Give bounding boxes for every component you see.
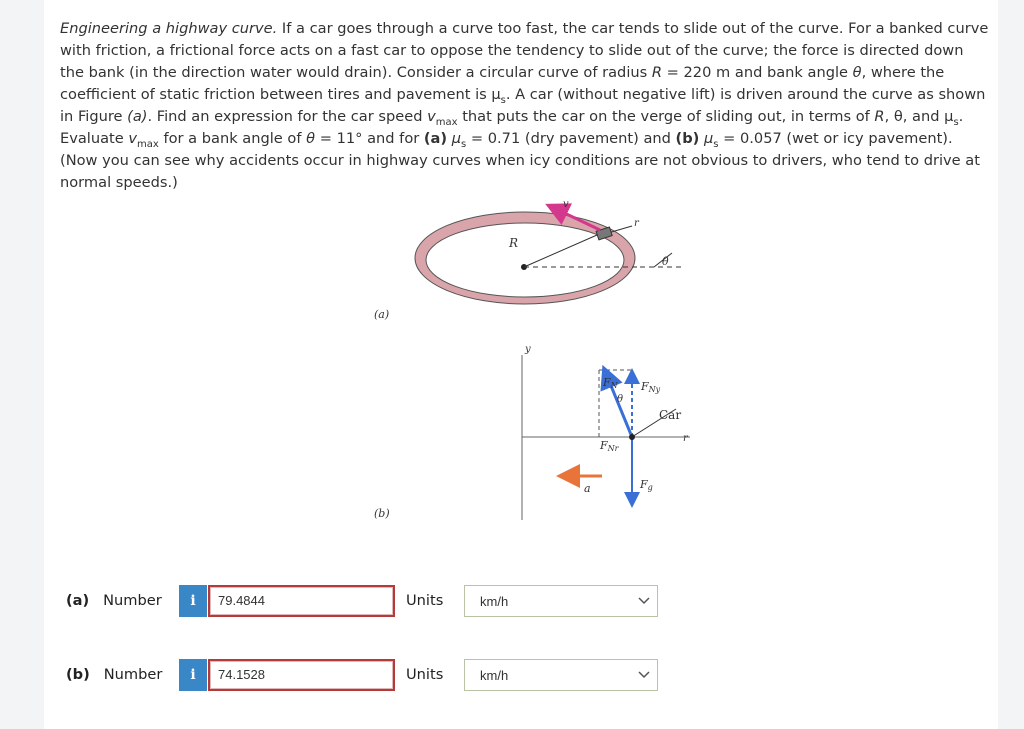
physics-figure (44, 0, 998, 560)
answer-row-a (66, 585, 686, 619)
problem-statement: Engineering a highway curve. If a car goes through a curve too fast, the car tends to slide out of the curve. For a banked curve with friction, a frictional force acts on a fast car to oppose the tendency to slide out of the curve; the force is directed down the bank (in the direction water would drain). Consider a circular curve of radius R = 220 m and bank angle θ, where the coefficient of static friction between tires and pavement is $\mu_s$. A car (without negative lift) is driven around the curve as shown in Figure (a). Find an expression for the car speed $v_{max}$ that puts the car on the verge of sliding out, in terms of R, θ, and $\mu_s$. Evaluate $v_{max}$ for a bank angle of θ = 11° and for (a) $\mu_s = 0.71$ (dry pavement) and (b) $\mu_s = 0.057$ (wet or icy pavement). (Now you can see why accidents occur in highway curves when icy conditions are not obvious to drivers, who tend to drive at normal speeds.) (60, 20, 989, 191)
radius-label: R (509, 236, 519, 250)
units-label: Units (406, 666, 444, 683)
normal-force-r-label: FNr (600, 439, 619, 453)
part-b-label: (b) Number (66, 666, 163, 683)
problem-title: Engineering a highway curve. (60, 20, 278, 37)
units-a-select[interactable] (464, 585, 658, 617)
units-label: Units (406, 592, 444, 609)
answer-b-input[interactable] (208, 659, 395, 691)
units-b-select[interactable] (464, 659, 658, 691)
info-icon[interactable]: i (179, 659, 207, 691)
figure-b-label: (b) (374, 507, 390, 520)
fbd-theta-label: θ (617, 394, 624, 405)
info-icon[interactable]: i (179, 585, 207, 617)
normal-force-label: FN (603, 376, 618, 390)
y-axis-label: y (525, 344, 531, 355)
figure-a-ring (415, 209, 684, 304)
normal-force-y-label: FNy (641, 380, 661, 394)
part-a-label: (a) Number (66, 592, 162, 609)
units-b-value: km/h (480, 668, 509, 683)
chevron-down-icon (637, 667, 651, 681)
car-label: Car (659, 408, 682, 422)
r-axis-label-a: r (634, 218, 639, 229)
answer-row-b (66, 659, 686, 693)
question-card (44, 0, 998, 729)
bank-angle-label: θ (662, 255, 669, 268)
figure-a-label: (a) (374, 308, 390, 321)
velocity-label: v (563, 199, 569, 210)
units-a-value: km/h (480, 594, 509, 609)
chevron-down-icon (637, 593, 651, 607)
answer-a-input[interactable] (208, 585, 395, 617)
acceleration-label: a (584, 482, 591, 495)
gravity-force-label: Fg (640, 478, 653, 492)
r-axis-label-b: r (683, 433, 688, 444)
